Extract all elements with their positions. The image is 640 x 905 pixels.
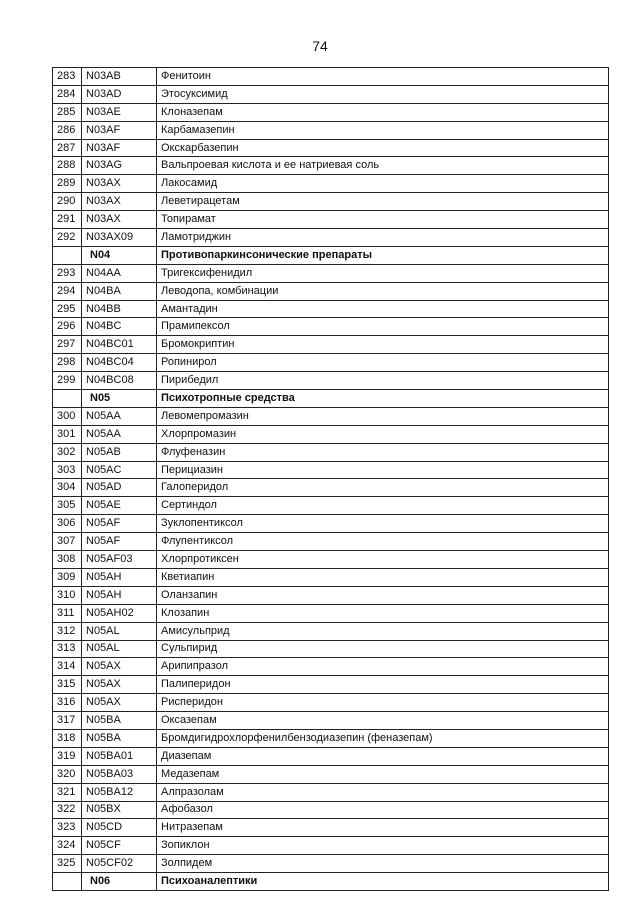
drug-name-cell: Амисульприд xyxy=(157,622,609,640)
row-number-cell: 286 xyxy=(53,121,82,139)
table-row xyxy=(53,658,609,676)
atc-code-cell: N05AA xyxy=(82,407,157,425)
atc-code-cell: N04AA xyxy=(82,264,157,282)
atc-code-cell: N05AC xyxy=(82,461,157,479)
row-number-cell: 297 xyxy=(53,336,82,354)
table-row xyxy=(53,801,609,819)
row-number-cell: 287 xyxy=(53,139,82,157)
atc-code-cell: N03AF xyxy=(82,139,157,157)
row-number-cell: 316 xyxy=(53,694,82,712)
drug-name-cell: Бромокриптин xyxy=(157,336,609,354)
table-row xyxy=(53,515,609,533)
drug-name-cell: Тригексифенидил xyxy=(157,264,609,282)
atc-code-cell: N03AX xyxy=(82,175,157,193)
group-header-row xyxy=(53,246,609,264)
drug-table xyxy=(52,67,609,891)
drug-name-cell: Диазепам xyxy=(157,747,609,765)
table-row xyxy=(53,765,609,783)
atc-code-cell: N05AF xyxy=(82,533,157,551)
atc-code-cell: N04BA xyxy=(82,282,157,300)
table-row xyxy=(53,425,609,443)
row-number-cell: 295 xyxy=(53,300,82,318)
atc-code-cell: N05AL xyxy=(82,622,157,640)
page-number: 74 xyxy=(312,38,328,54)
drug-name-cell: Оксазепам xyxy=(157,712,609,730)
table-row xyxy=(53,783,609,801)
atc-code-cell: N05CD xyxy=(82,819,157,837)
row-number-cell: 306 xyxy=(53,515,82,533)
atc-code-cell: N05BA12 xyxy=(82,783,157,801)
table-row xyxy=(53,157,609,175)
atc-code-cell: N03AB xyxy=(82,68,157,86)
drug-name-cell: Этосуксимид xyxy=(157,85,609,103)
drug-name-cell: Клозапин xyxy=(157,604,609,622)
table-row xyxy=(53,103,609,121)
table-row xyxy=(53,300,609,318)
row-number-cell: 310 xyxy=(53,586,82,604)
atc-code-cell: N05AH xyxy=(82,568,157,586)
row-number-cell: 323 xyxy=(53,819,82,837)
atc-code-cell: N05CF xyxy=(82,837,157,855)
row-number-cell: 305 xyxy=(53,497,82,515)
row-number-cell: 317 xyxy=(53,712,82,730)
table-row xyxy=(53,85,609,103)
drug-name-cell: Зопиклон xyxy=(157,837,609,855)
atc-code-cell: N05AH02 xyxy=(82,604,157,622)
table-row xyxy=(53,604,609,622)
drug-name-cell: Оланзапин xyxy=(157,586,609,604)
atc-code-cell: N03AF xyxy=(82,121,157,139)
atc-code-cell: N05AH xyxy=(82,586,157,604)
row-number-cell: 304 xyxy=(53,479,82,497)
table-row xyxy=(53,855,609,873)
drug-name-cell: Хлорпротиксен xyxy=(157,551,609,569)
row-number-cell: 315 xyxy=(53,676,82,694)
drug-name-cell: Сертиндол xyxy=(157,497,609,515)
table-row xyxy=(53,479,609,497)
row-number-cell: 298 xyxy=(53,354,82,372)
row-number-cell: 307 xyxy=(53,533,82,551)
row-number-cell xyxy=(53,390,82,408)
table-row xyxy=(53,551,609,569)
atc-code-cell: N05BA03 xyxy=(82,765,157,783)
row-number-cell: 290 xyxy=(53,193,82,211)
atc-code-cell: N03AX xyxy=(82,193,157,211)
row-number-cell: 311 xyxy=(53,604,82,622)
atc-code-cell: N04BB xyxy=(82,300,157,318)
row-number-cell: 288 xyxy=(53,157,82,175)
drug-name-cell: Рисперидон xyxy=(157,694,609,712)
row-number-cell xyxy=(53,246,82,264)
row-number-cell: 294 xyxy=(53,282,82,300)
table-row xyxy=(53,318,609,336)
row-number-cell: 300 xyxy=(53,407,82,425)
drug-name-cell: Алпразолам xyxy=(157,783,609,801)
atc-code-cell: N03AX09 xyxy=(82,229,157,247)
atc-code-cell: N03AG xyxy=(82,157,157,175)
table-row xyxy=(53,336,609,354)
table-row xyxy=(53,193,609,211)
drug-name-cell: Лакосамид xyxy=(157,175,609,193)
row-number-cell: 312 xyxy=(53,622,82,640)
row-number-cell: 296 xyxy=(53,318,82,336)
drug-name-cell: Флупентиксол xyxy=(157,533,609,551)
atc-code-cell: N03AE xyxy=(82,103,157,121)
table-row xyxy=(53,568,609,586)
table-row xyxy=(53,68,609,86)
table-row xyxy=(53,640,609,658)
drug-name-cell: Бромдигидрохлорфенилбензодиазепин (феназепам) xyxy=(157,729,609,747)
drug-name-cell: Левомепромазин xyxy=(157,407,609,425)
drug-name-cell: Ропинирол xyxy=(157,354,609,372)
row-number-cell: 309 xyxy=(53,568,82,586)
row-number-cell: 321 xyxy=(53,783,82,801)
drug-name-cell: Палиперидон xyxy=(157,676,609,694)
row-number-cell: 314 xyxy=(53,658,82,676)
group-header-row xyxy=(53,390,609,408)
row-number-cell: 284 xyxy=(53,85,82,103)
row-number-cell: 289 xyxy=(53,175,82,193)
atc-code-cell: N05AA xyxy=(82,425,157,443)
drug-name-cell: Галоперидол xyxy=(157,479,609,497)
drug-name-cell: Леветирацетам xyxy=(157,193,609,211)
row-number-cell: 325 xyxy=(53,855,82,873)
drug-name-cell: Леводопа, комбинации xyxy=(157,282,609,300)
atc-code-cell: N04BC01 xyxy=(82,336,157,354)
atc-code-cell: N05BA01 xyxy=(82,747,157,765)
drug-name-cell: Флуфеназин xyxy=(157,443,609,461)
row-number-cell: 285 xyxy=(53,103,82,121)
table-row xyxy=(53,729,609,747)
row-number-cell: 301 xyxy=(53,425,82,443)
table-row xyxy=(53,461,609,479)
drug-name-cell: Нитразепам xyxy=(157,819,609,837)
row-number-cell: 292 xyxy=(53,229,82,247)
drug-name-cell: Клоназепам xyxy=(157,103,609,121)
drug-name-cell: Фенитоин xyxy=(157,68,609,86)
row-number-cell xyxy=(53,873,82,891)
row-number-cell: 318 xyxy=(53,729,82,747)
table-row xyxy=(53,354,609,372)
table-row xyxy=(53,533,609,551)
row-number-cell: 303 xyxy=(53,461,82,479)
table-row xyxy=(53,712,609,730)
table-row xyxy=(53,139,609,157)
table-row xyxy=(53,229,609,247)
table-row xyxy=(53,211,609,229)
atc-code-cell: N04BC04 xyxy=(82,354,157,372)
atc-code-cell: N05AX xyxy=(82,676,157,694)
table-row xyxy=(53,622,609,640)
drug-name-cell: Афобазол xyxy=(157,801,609,819)
table-row xyxy=(53,694,609,712)
table-row xyxy=(53,747,609,765)
table-row xyxy=(53,586,609,604)
atc-code-cell: N03AD xyxy=(82,85,157,103)
row-number-cell: 283 xyxy=(53,68,82,86)
drug-name-cell: Карбамазепин xyxy=(157,121,609,139)
table-row xyxy=(53,282,609,300)
drug-name-cell: Прамипексол xyxy=(157,318,609,336)
drug-name-cell: Психотропные средства xyxy=(157,390,609,408)
table-row xyxy=(53,407,609,425)
drug-table-body xyxy=(53,68,609,891)
atc-code-cell: N04 xyxy=(82,246,157,264)
drug-name-cell: Амантадин xyxy=(157,300,609,318)
atc-code-cell: N04BC xyxy=(82,318,157,336)
atc-code-cell: N05AF03 xyxy=(82,551,157,569)
drug-name-cell: Зуклопентиксол xyxy=(157,515,609,533)
drug-name-cell: Хлорпромазин xyxy=(157,425,609,443)
drug-name-cell: Перициазин xyxy=(157,461,609,479)
atc-code-cell: N03AX xyxy=(82,211,157,229)
drug-name-cell: Топирамат xyxy=(157,211,609,229)
drug-name-cell: Кветиапин xyxy=(157,568,609,586)
drug-name-cell: Противопаркинсонические препараты xyxy=(157,246,609,264)
atc-code-cell: N05AD xyxy=(82,479,157,497)
atc-code-cell: N05AX xyxy=(82,694,157,712)
drug-name-cell: Золпидем xyxy=(157,855,609,873)
row-number-cell: 319 xyxy=(53,747,82,765)
atc-code-cell: N05BX xyxy=(82,801,157,819)
atc-code-cell: N06 xyxy=(82,873,157,891)
atc-code-cell: N05AE xyxy=(82,497,157,515)
row-number-cell: 291 xyxy=(53,211,82,229)
atc-code-cell: N04BC08 xyxy=(82,372,157,390)
drug-name-cell: Сульпирид xyxy=(157,640,609,658)
row-number-cell: 293 xyxy=(53,264,82,282)
atc-code-cell: N05BA xyxy=(82,729,157,747)
row-number-cell: 322 xyxy=(53,801,82,819)
row-number-cell: 302 xyxy=(53,443,82,461)
atc-code-cell: N05AF xyxy=(82,515,157,533)
drug-name-cell: Медазепам xyxy=(157,765,609,783)
group-header-row xyxy=(53,873,609,891)
drug-name-cell: Пирибедил xyxy=(157,372,609,390)
row-number-cell: 324 xyxy=(53,837,82,855)
drug-name-cell: Психоаналептики xyxy=(157,873,609,891)
table-row xyxy=(53,676,609,694)
table-row xyxy=(53,819,609,837)
atc-code-cell: N05AX xyxy=(82,658,157,676)
table-row xyxy=(53,497,609,515)
atc-code-cell: N05AB xyxy=(82,443,157,461)
table-row xyxy=(53,175,609,193)
row-number-cell: 299 xyxy=(53,372,82,390)
atc-code-cell: N05CF02 xyxy=(82,855,157,873)
row-number-cell: 308 xyxy=(53,551,82,569)
drug-name-cell: Ламотриджин xyxy=(157,229,609,247)
atc-code-cell: N05BA xyxy=(82,712,157,730)
table-row xyxy=(53,372,609,390)
drug-name-cell: Окскарбазепин xyxy=(157,139,609,157)
table-row xyxy=(53,443,609,461)
row-number-cell: 320 xyxy=(53,765,82,783)
atc-code-cell: N05AL xyxy=(82,640,157,658)
atc-code-cell: N05 xyxy=(82,390,157,408)
table-row xyxy=(53,121,609,139)
table-row xyxy=(53,264,609,282)
row-number-cell: 313 xyxy=(53,640,82,658)
drug-name-cell: Вальпроевая кислота и ее натриевая соль xyxy=(157,157,609,175)
table-row xyxy=(53,837,609,855)
drug-name-cell: Арипипразол xyxy=(157,658,609,676)
